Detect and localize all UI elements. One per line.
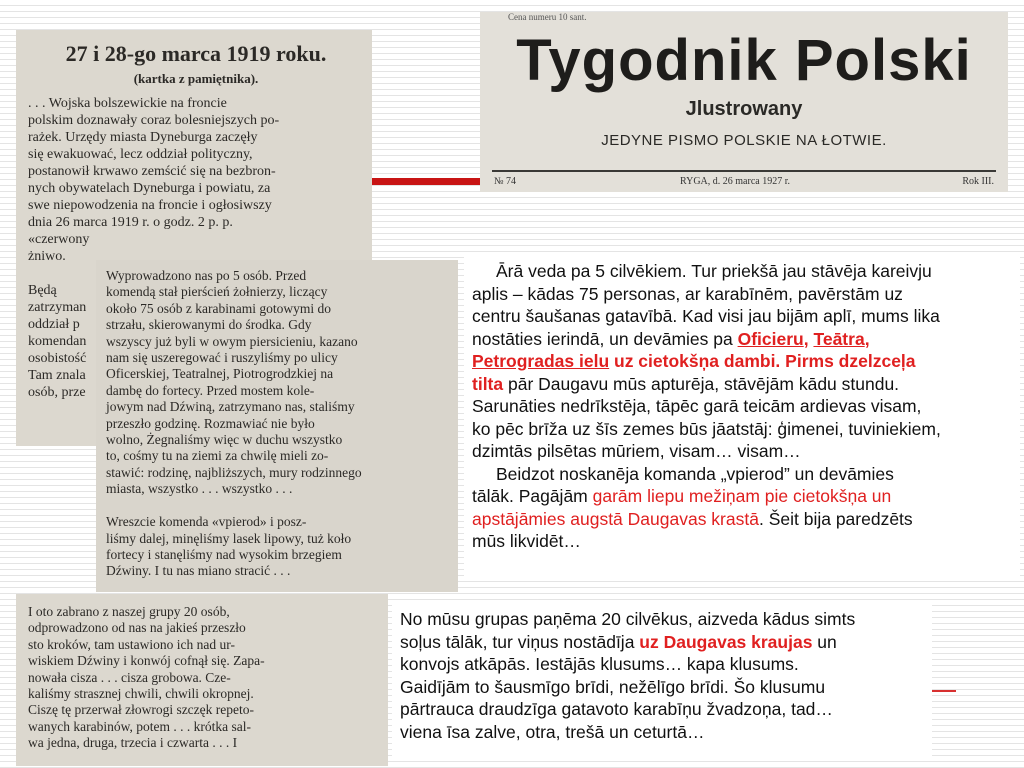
text-span: soļus tālāk, tur viņus nostādīja: [400, 631, 640, 652]
clipping-line: Wyprowadzono nas po 5 osób. Przed: [106, 268, 307, 283]
clipping-line: fortecy i stanęliśmy nad wysokim brzegiem: [106, 546, 342, 562]
clipping-line: Będą: [28, 283, 57, 298]
clipping-line: nowała cisza . . . cisza grobowa. Cze-: [28, 669, 231, 685]
clipping-line: I oto zabrano z naszej grupy 20 osób,: [28, 604, 230, 619]
clipping-line: wolno, Żegnaliśmy więc w duchu wszystko: [106, 432, 343, 448]
red-connector-bar: [372, 178, 480, 185]
translation-line: [400, 631, 926, 654]
clipping-line: polskim doznawały coraz bolesniejszych po-: [28, 113, 280, 128]
clipping-line: kaliśmy strasznej chwili, chwili okropnej.: [28, 686, 254, 702]
clipping-subtitle: (kartka z pamiętnika).: [133, 71, 259, 86]
newspaper-clipping-3: [16, 594, 388, 766]
clipping-line: miasta, wszystko . . . wszystko . . .: [106, 481, 293, 497]
translation-panel-2: [392, 604, 932, 760]
translation-line: aplis – kādas 75 personas, ar karabīnēm, pavērstām uz: [472, 283, 903, 304]
clipping-line: odprowadzono od nas na jakieś przeszło: [28, 620, 246, 636]
clipping-line: «czerwony: [28, 232, 90, 247]
masthead-price-note: Cena numeru 10 sant.: [508, 12, 587, 22]
text-span: . Šeit bija paredzēts: [758, 508, 913, 529]
clipping-line: żniwo.: [28, 249, 66, 264]
highlight-text: Pirms dzelzceļa: [785, 351, 916, 371]
text-span: ,: [803, 328, 814, 349]
text-span: pār Daugavu mūs apturēja, stāvējām kādu stundu.: [503, 373, 900, 394]
clipping-line: liśmy dalej, minęliśmy lasek lipowy, tuż koło: [106, 530, 352, 546]
clipping-line: nych obywatelach Dyneburga i powiatu, za: [28, 181, 271, 196]
clipping-line: [106, 498, 452, 514]
clipping-line: komendan: [28, 334, 87, 349]
highlight-text: uz cietokšņa dambi.: [609, 351, 786, 371]
translation-line: konvojs atkāpās. Iestājās klusums… kapa klusums.: [400, 654, 799, 674]
street-oficieru: Oficieru: [737, 328, 804, 349]
text-span: un: [812, 631, 837, 652]
translation-line: No mūsu grupas paņēma 20 cilvēkus, aizveda kādus simts: [400, 609, 856, 629]
clipping-line: Oficerskiej, Teatralnej, Piotrogrodzkiej na: [106, 366, 334, 382]
clipping-line: stawić: rodzinę, najbliższych, mury rodzinnego: [106, 464, 362, 480]
translation-line: [472, 328, 1014, 351]
clipping-line: strzału, skierowanymi do środka. Gdy: [106, 317, 312, 333]
clipping-line: wanych karabinów, potem . . . krótka sal-: [28, 718, 251, 734]
masthead-year: Rok III.: [962, 176, 994, 187]
clipping-line: się ewakuować, lecz oddział polityczny,: [28, 147, 253, 162]
red-accent-dash: [932, 690, 956, 692]
text-span: tālāk. Pagājām: [472, 486, 593, 506]
clipping-line: postanowił krwawo zemścić się na bezbron-: [28, 164, 276, 179]
clipping-line: nam się uszeregować i ruszyliśmy po ulicy: [106, 350, 338, 366]
clipping-2-text: [106, 268, 452, 580]
translation-line: viena īsa zalve, otra, trešā un ceturtā…: [400, 721, 705, 742]
text-span: nostāties ierindā, un devāmies pa: [472, 328, 738, 349]
translation-line: [472, 508, 1014, 531]
translation-line: dzimtās pilsētas mūriem, visam… visam…: [472, 441, 801, 461]
clipping-line: Wreszcie komenda «vpierod» i posz-: [106, 514, 307, 530]
clipping-line: rażek. Urzędy miasta Dyneburga zaczęły: [28, 130, 258, 145]
masthead-tagline: JEDYNE PISMO POLSKIE NA ŁOTWIE.: [601, 132, 887, 149]
clipping-line: około 75 osób z karabinami gotowymi do: [106, 300, 331, 316]
clipping-headline: 27 i 28-go marca 1919 roku.: [65, 41, 327, 66]
clipping-line: osobistość: [28, 351, 87, 366]
clipping-line: wszyscy już byli w owym piersicieniu, kazano: [106, 333, 358, 349]
clipping-line: dambę do fortecy. Przed mostem kole-: [106, 382, 315, 398]
highlight-text: tilta: [472, 373, 504, 394]
clipping-line: Ciszę tę przerwał złowrogi szczęk repeto-: [28, 702, 255, 718]
clipping-line: wiskiem Dźwiny i konwój cofnął się. Zapa-: [28, 653, 265, 669]
translation-line: Gaidījām to šausmīgo brīdi, nežēlīgo brīdi. Šo klusumu: [400, 676, 826, 697]
translation-line: [472, 485, 1014, 508]
translation-line: Sarunāties nedrīkstēja, tāpēc garā teicām ardievas visam,: [472, 396, 922, 416]
clipping-line: przeszło godzinę. Rozmawiać nie było: [106, 415, 315, 431]
clipping-line: Dźwiny. I tu nas miano stracić . . .: [106, 563, 291, 579]
highlight-text: garām liepu mežiņam pie cietokšņa un: [592, 486, 892, 506]
clipping-line: wa jedna, druga, trzecia i czwarta . . . I: [28, 735, 238, 751]
translation-line: pārtrauca draudzīga gatavoto karabīņu žvadzoņa, tad…: [400, 699, 833, 719]
translation-line: mūs likvidēt…: [472, 531, 581, 551]
text-span: ,: [864, 328, 870, 349]
masthead-rule: [492, 170, 996, 172]
clipping-line: . . . Wojska bolszewickie na froncie: [28, 96, 227, 111]
newspaper-clipping-2: [96, 260, 458, 592]
newspaper-masthead: [480, 12, 1008, 192]
street-petrogradas: Petrogradas ielu: [472, 351, 610, 371]
translation-line: Beidzot noskanēja komanda „vpierod” un devāmies: [496, 463, 894, 484]
translation-line: Ārā veda pa 5 cilvēkiem. Tur priekšā jau stāvēja kareivju: [496, 261, 932, 281]
clipping-line: oddział p: [28, 317, 80, 332]
street-teatra: Teātra: [813, 328, 865, 349]
translation-line: centru šaušanas gatavībā. Kad visi jau bijām aplī, mums lika: [472, 306, 940, 326]
clipping-line: to, cośmy tu na ziemi za chwilę mieli zo-: [106, 448, 329, 464]
clipping-line: dnia 26 marca 1919 r. o godz. 2 p. p.: [28, 215, 233, 230]
clipping-line: komendą stał pierścień żołnierzy, liczący: [106, 284, 328, 300]
masthead-subtitle: Jlustrowany: [685, 98, 803, 120]
clipping-line: jowym nad Dźwiną, zatrzymano nas, staliśmy: [106, 399, 355, 415]
masthead-title: Tygodnik Polski: [516, 28, 972, 93]
clipping-line: zatrzyman: [28, 300, 87, 315]
translation-line: ko pēc brīža uz šīs zemes būs jāatstāj: ģimenei, tuviniekiem,: [472, 418, 941, 439]
clipping-line: osób, prze: [28, 385, 86, 400]
clipping-line: sto kroków, tam ustawiono ich nad ur-: [28, 636, 235, 652]
clipping-3-text: [28, 604, 382, 752]
clipping-line: swe niepowodzenia na froncie i ogłosiwszy: [28, 198, 272, 213]
translation-line: [472, 373, 1014, 396]
clipping-line: Tam znala: [28, 368, 86, 383]
masthead-issue-number: № 74: [494, 176, 517, 187]
translation-line: [472, 350, 1014, 373]
masthead-dateline: RYGA, d. 26 marca 1927 r.: [680, 176, 790, 187]
translation-panel-1: [464, 256, 1020, 576]
highlight-text: apstājāmies augstā Daugavas krastā: [472, 508, 759, 529]
highlight-text: uz Daugavas kraujas: [639, 631, 813, 652]
